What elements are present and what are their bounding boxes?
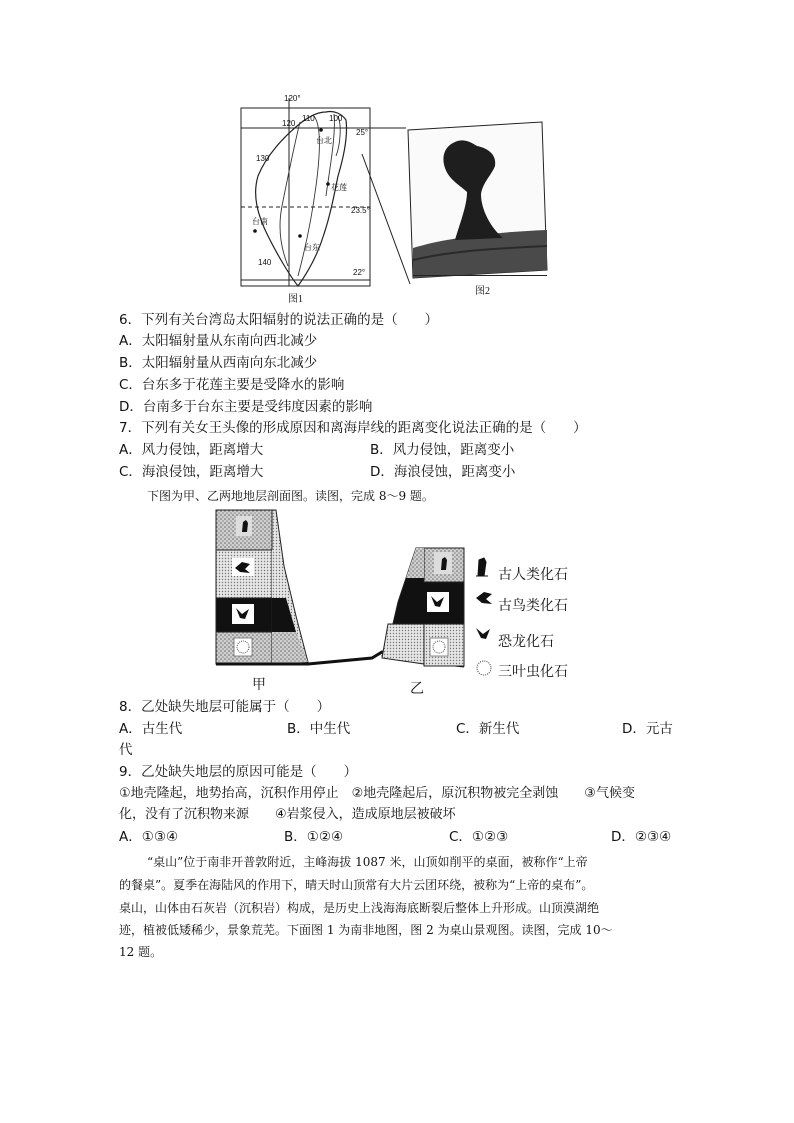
isoline-130-label: 130 — [256, 154, 270, 163]
figure2-caption: 图2 — [475, 286, 490, 297]
q8-option-b: B．中生代 — [287, 721, 351, 737]
q9-option-d: D．②③④ — [611, 829, 672, 845]
figure1-caption: 图1 — [288, 294, 303, 305]
q6-stem: 6．下列有关台湾岛太阳辐射的说法正确的是（ ） — [119, 312, 439, 328]
q8-option-a: A．古生代 — [119, 721, 183, 737]
q6-option-b: B．太阳辐射量从西南向东北减少 — [119, 355, 318, 371]
city-tainan-label: 台南 — [252, 217, 268, 226]
passage-line1: “桌山”位于南非开普敦附近，主峰海拔 1087 米，山顶如削平的桌面，被称作“上帝 — [147, 855, 588, 869]
q7-option-d: D．海浪侵蚀，距离变小 — [370, 464, 516, 480]
figure-taiwan-map — [238, 94, 378, 305]
figure-strata-profile — [212, 506, 582, 696]
q9-option-b: B．①②④ — [284, 829, 344, 845]
lat-22-label: 22° — [353, 268, 366, 277]
intro-8-9: 下图为甲、乙两地地层剖面图。读图，完成 8～9 题。 — [147, 489, 434, 503]
q8-stem: 8．乙处缺失地层可能属于（ ） — [119, 699, 331, 715]
q6-option-d: D．台南多于台东主要是受纬度因素的影响 — [119, 399, 373, 415]
q7-stem: 7．下列有关女王头像的形成原因和离海岸线的距离变化说法正确的是（ ） — [119, 420, 587, 436]
queens-head-rock-image — [405, 110, 550, 295]
lon-120-label: 120° — [284, 94, 301, 103]
q9-option-a: A．①③④ — [119, 829, 179, 845]
q7-option-b: B．风力侵蚀，距离变小 — [370, 442, 515, 458]
isoline-110-label: 110 — [302, 114, 315, 123]
legend-ancient-bird: 古鸟类化石 — [498, 598, 568, 614]
q7-option-c: C．海浪侵蚀，距离增大 — [119, 464, 264, 480]
passage-line2: 的餐桌”。夏季在海陆风的作用下，晴天时山顶常有大片云团环绕，被称为“上帝的桌布”。 — [119, 878, 594, 892]
lat-25-label: 25° — [356, 128, 369, 137]
isoline-140-label: 140 — [258, 258, 272, 267]
strata-label-jia: 甲 — [252, 677, 266, 693]
q7-option-a: A．风力侵蚀，距离增大 — [119, 442, 264, 458]
isoline-100-label: 100 — [329, 114, 343, 123]
city-taipei-label: 台北 — [316, 136, 332, 145]
passage-line3: 桌山，山体由石灰岩（沉积岩）构成，是历史上浅海海底断裂后整体上升形成。山顶漠湖绝 — [119, 901, 600, 915]
q8-option-c: C．新生代 — [456, 721, 520, 737]
legend-ancient-human: 古人类化石 — [498, 567, 568, 583]
q9-choices-line2: 化，没有了沉积物来源 ④岩浆侵入，造成原地层被破坏 — [119, 807, 456, 822]
q6-option-c: C．台东多于花莲主要是受降水的影响 — [119, 377, 345, 393]
q9-option-c: C．①②③ — [449, 829, 509, 845]
city-taitung-label: 台东 — [304, 243, 320, 252]
q8-option-d: D．元古 — [622, 721, 673, 737]
legend-trilobite: 三叶虫化石 — [498, 664, 568, 680]
figure-queens-head-photo — [405, 110, 550, 295]
lat-23-5-label: 23.5° — [351, 206, 370, 215]
legend-dinosaur: 恐龙化石 — [498, 634, 554, 650]
q6-option-a: A．太阳辐射量从东南向西北减少 — [119, 333, 318, 349]
q9-stem: 9．乙处缺失地层的原因可能是（ ） — [119, 764, 358, 780]
q8-option-d-wrap: 代 — [119, 742, 133, 758]
isoline-120-label: 120 — [282, 119, 296, 128]
passage-line5: 12 题。 — [119, 945, 163, 959]
passage-line4: 迹，植被低矮稀少，景象荒芜。下面图 1 为南非地图，图 2 为桌山景观图。读图，完成 10～ — [119, 923, 613, 937]
strata-label-yi: 乙 — [410, 681, 424, 697]
city-hualien-label: 花莲 — [331, 183, 347, 192]
q9-choices-line1: ①地壳隆起，地势抬高，沉积作用停止 ②地壳隆起后，原沉积物被完全剥蚀 ③气候变 — [119, 786, 635, 801]
